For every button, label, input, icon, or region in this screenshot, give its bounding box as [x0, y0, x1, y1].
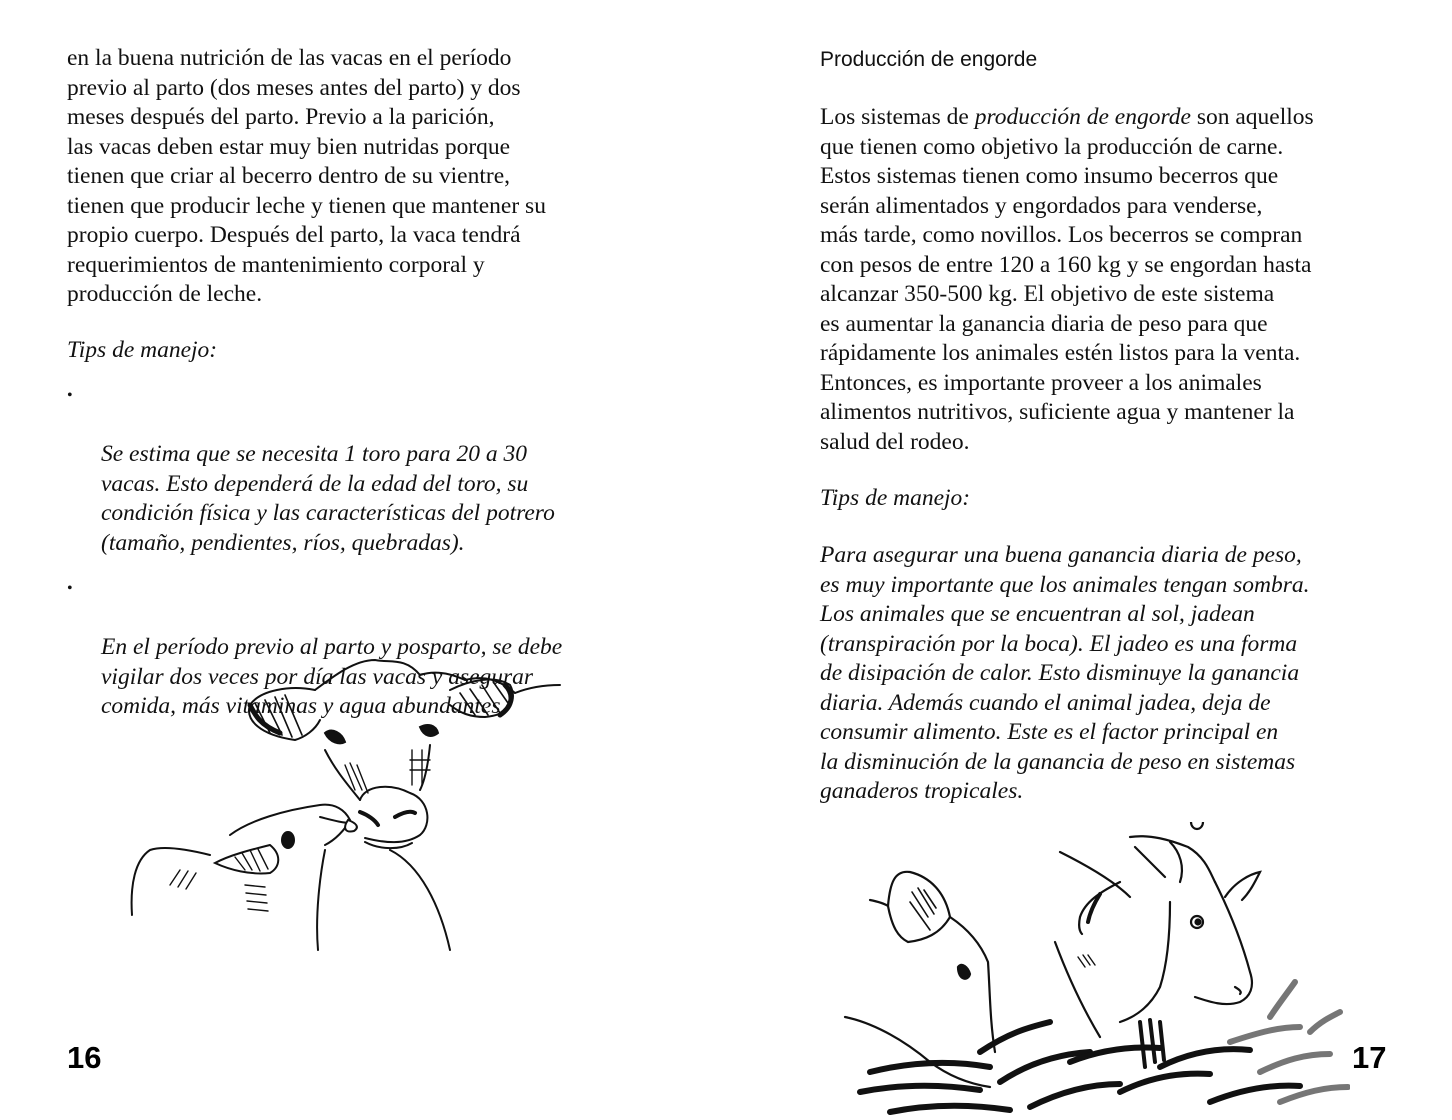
section-heading: Producción de engorde	[820, 48, 1038, 71]
tips-label: Tips de manejo:	[820, 485, 971, 511]
tips-label: Tips de manejo:	[67, 337, 218, 363]
body-paragraph: en la buena nutrición de las vacas en el período previo al parto (dos meses antes del parto) y dos meses después del parto. Previo a la parición, las vacas deben estar muy bien nutridas porque tienen que criar al becerro dentro de su vientre, tienen que producir leche y tienen que mantener su propio cuerpo. Después del parto, la vaca tendrá requerimientos de mantenimiento corporal y producción de leche.	[67, 45, 546, 307]
tip-text: En el período previo al parto y posparto, se debe vigilar dos veces por día las vacas y asegurar comida, más vitaminas y agua abundantes.	[101, 634, 563, 719]
right-page	[726, 0, 1452, 1120]
bullet-icon: •	[67, 387, 73, 404]
intro-emphasis: producción de engorde	[974, 104, 1191, 130]
tips-paragraph: Para asegurar una buena ganancia diaria de peso, es muy importante que los animales tengan sombra. Los animales que se encuentran al sol, jadean (transpiración por la boca). El jadeo es una forma de disipación de calor. Esto disminuye la ganancia diaria. Además cuando el animal jadea, deja de consumir alimento. Este es el factor principal en la disminución de la ganancia de peso en sistemas ganaderos tropicales.	[820, 542, 1310, 804]
tip-item	[67, 381, 667, 558]
page-number: 16	[67, 1040, 102, 1075]
intro-text: Los sistemas de	[820, 104, 975, 130]
page-number: 17	[1352, 1040, 1387, 1075]
calves-illustration	[830, 822, 1350, 1120]
bullet-icon: •	[67, 580, 73, 597]
tip-text: Se estima que se necesita 1 toro para 20 a 30 vacas. Esto dependerá de la edad del toro, su condición física y las características del potrero (tamaño, pendientes, ríos, quebradas).	[101, 441, 555, 556]
intro-paragraph	[820, 103, 1314, 457]
intro-text-continued: son aquellos que tienen como objetivo la producción de carne. Estos sistemas tienen como insumo becerros que serán alimentados y engordados para venderse, más tarde, como novillos. Los becerros se compran con pesos de entre 120 a 160 kg y se engordan hasta alcanzar 350-500 kg. El objetivo de este sistema es aumentar la ganancia diaria de peso para que rápidamente los animales estén listos para la venta. Entonces, es importante proveer a los animales alimentos nutritivos, suficiente agua y mantener la salud del rodeo.	[820, 104, 1314, 455]
cow-and-calf-illustration	[120, 645, 570, 965]
